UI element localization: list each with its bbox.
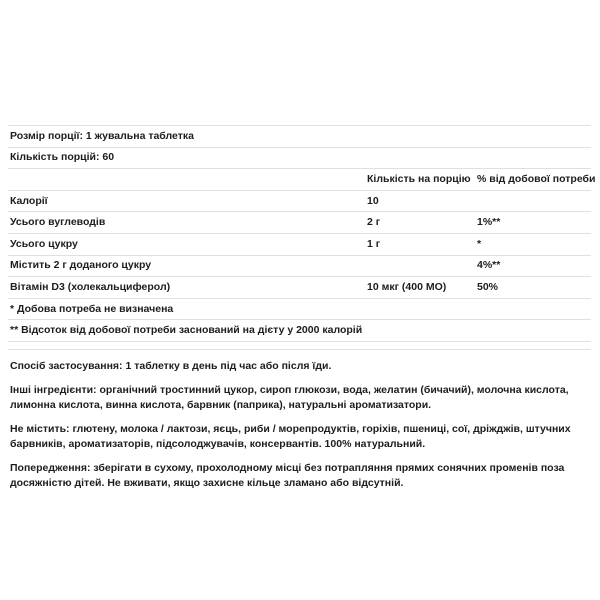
other-ingredients-paragraph: Інші інгредієнти: органічний тростинний цукор, сироп глюкози, вода, желатин (бичачий), молочна кислота, лимонна кислота, винна кислота, барвник (паприка), натуральні ароматизатори.: [10, 383, 569, 411]
directions-paragraph: Спосіб застосування: 1 таблетку в день під час або після їди.: [10, 359, 332, 372]
nutrient-name: Містить 2 г доданого цукру: [10, 259, 152, 272]
servings-per-container-text: Кількість порцій: 60: [10, 151, 115, 164]
nutrient-amount: 10: [367, 194, 379, 207]
column-header-daily-value: % від добової потреби: [477, 172, 596, 185]
nutrient-amount: 2 г: [367, 216, 381, 229]
table-row: [8, 233, 591, 255]
supplement-facts-table: [8, 125, 596, 342]
nutrient-daily-value: 50%: [477, 280, 499, 293]
footnote-daily-value-undefined: * Добова потреба не визначена: [10, 302, 174, 315]
nutrient-amount: 1 г: [367, 237, 381, 250]
table-row: [8, 211, 591, 233]
label-paragraphs: [8, 359, 591, 491]
label-content: [8, 125, 596, 500]
nutrient-daily-value: 4%**: [477, 259, 501, 272]
table-row: [8, 276, 591, 298]
table-row: [8, 190, 591, 212]
nutrient-name: Усього цукру: [10, 237, 78, 250]
does-not-contain-paragraph: Не містить: глютену, молока / лактози, яєць, риби / морепродуктів, горіхів, пшениці, сої, дріжджів, штучних барвників, ароматизаторів, підсолоджувачів, консервантів. 100% натуральний.: [10, 422, 571, 450]
table-row: [8, 255, 591, 277]
footnote-row: [8, 298, 591, 320]
nutrient-name: Вітамін D3 (холекальциферол): [10, 280, 171, 293]
serving-size-row: [8, 125, 591, 147]
servings-per-container-row: [8, 147, 591, 169]
footnote-row: [8, 319, 591, 341]
nutrient-daily-value: *: [477, 237, 482, 250]
nutrient-daily-value: 1%**: [477, 216, 501, 229]
serving-size-text: Розмір порції: 1 жувальна таблетка: [10, 129, 194, 142]
section-divider: [8, 349, 591, 350]
column-header-amount: Кількість на порцію: [367, 172, 471, 185]
nutrient-amount: 10 мкг (400 МО): [367, 280, 447, 293]
warnings-paragraph: Попередження: зберігати в сухому, прохолодному місці без потрапляння прямих сонячних променів поза досяжністю дітей. Не вживати, якщо захисне кільце зламано або відсутній.: [10, 461, 565, 489]
table-header-row: [8, 168, 596, 190]
footnote-2000-calorie-diet: ** Відсоток від добової потреби заснований на дієту у 2000 калорій: [10, 324, 363, 337]
nutrient-name: Усього вуглеводів: [10, 216, 106, 229]
nutrient-name: Калорії: [10, 194, 48, 207]
